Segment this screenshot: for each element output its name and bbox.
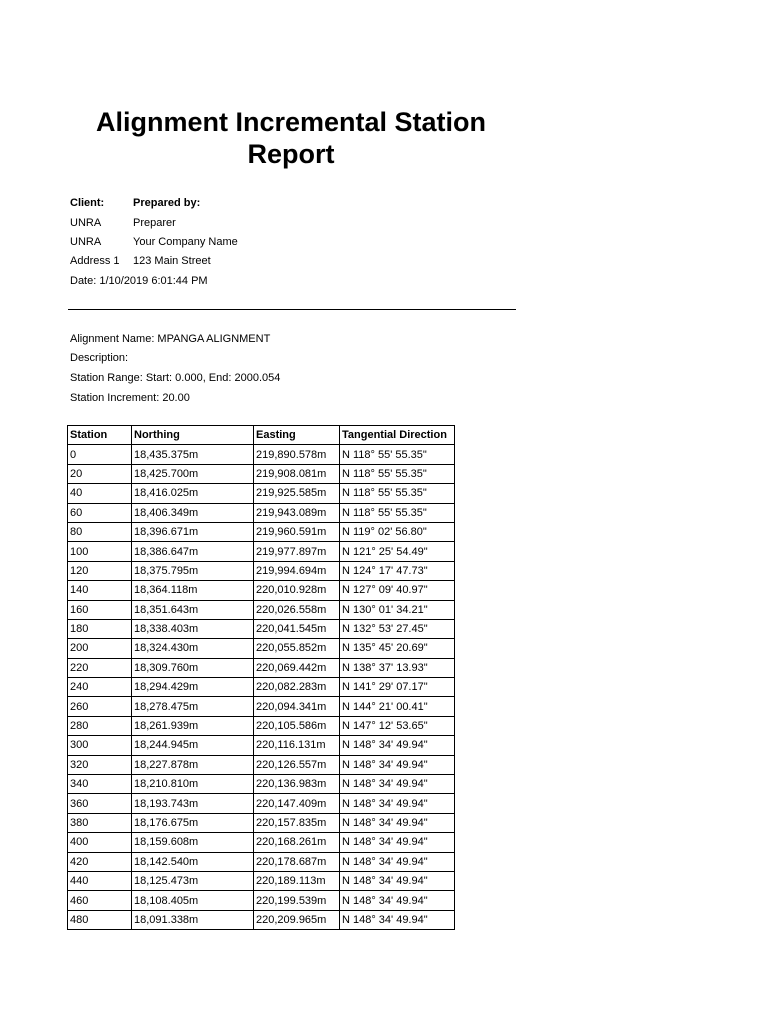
- cell-station: 120: [68, 561, 132, 580]
- cell-easting: 219,890.578m: [254, 445, 340, 464]
- cell-northing: 18,396.671m: [132, 522, 254, 541]
- cell-tangential-direction: N 148° 34' 49.94": [340, 871, 455, 890]
- header-easting: Easting: [254, 426, 340, 445]
- report-title-line1: Alignment Incremental Station: [95, 107, 487, 137]
- cell-northing: 18,294.429m: [132, 678, 254, 697]
- table-row: [68, 464, 455, 483]
- table-row: [68, 833, 455, 852]
- header-row-1: [70, 216, 176, 230]
- cell-tangential-direction: N 121° 25' 54.49": [340, 542, 455, 561]
- cell-northing: 18,091.338m: [132, 910, 254, 929]
- cell-tangential-direction: N 138° 37' 13.93": [340, 658, 455, 677]
- cell-tangential-direction: N 148° 34' 49.94": [340, 910, 455, 929]
- cell-station: 80: [68, 522, 132, 541]
- cell-station: 160: [68, 600, 132, 619]
- cell-tangential-direction: N 148° 34' 49.94": [340, 833, 455, 852]
- cell-northing: 18,416.025m: [132, 484, 254, 503]
- cell-tangential-direction: N 130° 01' 34.21": [340, 600, 455, 619]
- cell-tangential-direction: N 127° 09' 40.97": [340, 581, 455, 600]
- cell-easting: 220,094.341m: [254, 697, 340, 716]
- cell-station: 20: [68, 464, 132, 483]
- station-range: Station Range: Start: 0.000, End: 2000.054: [70, 372, 281, 384]
- table-row: [68, 871, 455, 890]
- cell-easting: 220,157.835m: [254, 813, 340, 832]
- cell-station: 420: [68, 852, 132, 871]
- table-row: [68, 542, 455, 561]
- alignment-name: Alignment Name: MPANGA ALIGNMENT: [70, 333, 271, 345]
- header-divider: [68, 309, 516, 310]
- table-row: [68, 775, 455, 794]
- cell-station: 340: [68, 775, 132, 794]
- cell-tangential-direction: N 132° 53' 27.45": [340, 619, 455, 638]
- cell-station: 460: [68, 891, 132, 910]
- cell-northing: 18,364.118m: [132, 581, 254, 600]
- table-row: [68, 755, 455, 774]
- table-row: [68, 891, 455, 910]
- cell-northing: 18,108.405m: [132, 891, 254, 910]
- cell-easting: 220,116.131m: [254, 736, 340, 755]
- cell-northing: 18,435.375m: [132, 445, 254, 464]
- cell-tangential-direction: N 148° 34' 49.94": [340, 891, 455, 910]
- cell-northing: 18,338.403m: [132, 619, 254, 638]
- cell-northing: 18,227.878m: [132, 755, 254, 774]
- company-name: Your Company Name: [133, 236, 238, 248]
- cell-station: 0: [68, 445, 132, 464]
- cell-station: 360: [68, 794, 132, 813]
- cell-station: 140: [68, 581, 132, 600]
- table-row: [68, 639, 455, 658]
- cell-easting: 220,168.261m: [254, 833, 340, 852]
- header-tangential-direction: Tangential Direction: [340, 426, 455, 445]
- cell-easting: 220,126.557m: [254, 755, 340, 774]
- header-labels-row: [70, 196, 201, 210]
- cell-northing: 18,406.349m: [132, 503, 254, 522]
- header-row-2: [70, 235, 238, 249]
- client-address: Address 1: [70, 255, 120, 267]
- table-row: [68, 910, 455, 929]
- table-row: [68, 561, 455, 580]
- report-title-line2: Report: [247, 139, 335, 169]
- table-row: [68, 445, 455, 464]
- cell-easting: 220,178.687m: [254, 852, 340, 871]
- cell-station: 60: [68, 503, 132, 522]
- cell-station: 220: [68, 658, 132, 677]
- cell-station: 380: [68, 813, 132, 832]
- cell-station: 260: [68, 697, 132, 716]
- client-label: Client:: [70, 197, 105, 209]
- cell-easting: 220,069.442m: [254, 658, 340, 677]
- cell-easting: 220,189.113m: [254, 871, 340, 890]
- cell-northing: 18,375.795m: [132, 561, 254, 580]
- header-row-3: [70, 254, 211, 268]
- table-row: [68, 503, 455, 522]
- cell-tangential-direction: N 141° 29' 07.17": [340, 678, 455, 697]
- cell-easting: 219,908.081m: [254, 464, 340, 483]
- station-table: [67, 425, 455, 930]
- cell-tangential-direction: N 119° 02' 56.80": [340, 522, 455, 541]
- table-body: [68, 445, 455, 930]
- company-address: 123 Main Street: [133, 255, 211, 267]
- cell-easting: 220,082.283m: [254, 678, 340, 697]
- station-increment: Station Increment: 20.00: [70, 392, 190, 404]
- table-row: [68, 736, 455, 755]
- cell-easting: 219,994.694m: [254, 561, 340, 580]
- report-date: Date: 1/10/2019 6:01:44 PM: [70, 275, 208, 287]
- table-header-row: [68, 426, 455, 445]
- cell-easting: 220,010.928m: [254, 581, 340, 600]
- cell-tangential-direction: N 148° 34' 49.94": [340, 775, 455, 794]
- cell-easting: 219,977.897m: [254, 542, 340, 561]
- cell-station: 200: [68, 639, 132, 658]
- cell-tangential-direction: N 124° 17' 47.73": [340, 561, 455, 580]
- cell-easting: 220,041.545m: [254, 619, 340, 638]
- cell-tangential-direction: N 118° 55' 55.35": [340, 464, 455, 483]
- alignment-description: Description:: [70, 352, 129, 364]
- cell-tangential-direction: N 148° 34' 49.94": [340, 736, 455, 755]
- table-row: [68, 619, 455, 638]
- cell-easting: 220,026.558m: [254, 600, 340, 619]
- cell-tangential-direction: N 144° 21' 00.41": [340, 697, 455, 716]
- cell-tangential-direction: N 118° 55' 55.35": [340, 503, 455, 522]
- cell-northing: 18,261.939m: [132, 716, 254, 735]
- table-row: [68, 484, 455, 503]
- cell-northing: 18,324.430m: [132, 639, 254, 658]
- cell-station: 280: [68, 716, 132, 735]
- cell-northing: 18,210.810m: [132, 775, 254, 794]
- cell-easting: 220,136.983m: [254, 775, 340, 794]
- cell-northing: 18,425.700m: [132, 464, 254, 483]
- cell-northing: 18,309.760m: [132, 658, 254, 677]
- cell-station: 40: [68, 484, 132, 503]
- cell-tangential-direction: N 148° 34' 49.94": [340, 813, 455, 832]
- table-row: [68, 658, 455, 677]
- cell-station: 300: [68, 736, 132, 755]
- cell-tangential-direction: N 148° 34' 49.94": [340, 794, 455, 813]
- cell-easting: 219,943.089m: [254, 503, 340, 522]
- table-row: [68, 678, 455, 697]
- table-row: [68, 716, 455, 735]
- cell-station: 180: [68, 619, 132, 638]
- cell-station: 400: [68, 833, 132, 852]
- table-row: [68, 794, 455, 813]
- table-row: [68, 813, 455, 832]
- table-row: [68, 852, 455, 871]
- cell-tangential-direction: N 148° 34' 49.94": [340, 852, 455, 871]
- cell-station: 100: [68, 542, 132, 561]
- cell-tangential-direction: N 148° 34' 49.94": [340, 755, 455, 774]
- cell-tangential-direction: N 118° 55' 55.35": [340, 484, 455, 503]
- cell-easting: 220,147.409m: [254, 794, 340, 813]
- cell-northing: 18,386.647m: [132, 542, 254, 561]
- cell-station: 440: [68, 871, 132, 890]
- cell-tangential-direction: N 147° 12' 53.65": [340, 716, 455, 735]
- cell-northing: 18,193.743m: [132, 794, 254, 813]
- cell-northing: 18,125.473m: [132, 871, 254, 890]
- table-row: [68, 522, 455, 541]
- header-northing: Northing: [132, 426, 254, 445]
- cell-northing: 18,244.945m: [132, 736, 254, 755]
- cell-northing: 18,351.643m: [132, 600, 254, 619]
- header-station: Station: [68, 426, 132, 445]
- cell-northing: 18,176.675m: [132, 813, 254, 832]
- table-row: [68, 600, 455, 619]
- cell-easting: 219,925.585m: [254, 484, 340, 503]
- report-title: [80, 106, 502, 170]
- cell-station: 320: [68, 755, 132, 774]
- cell-easting: 220,105.586m: [254, 716, 340, 735]
- table-row: [68, 697, 455, 716]
- table-row: [68, 581, 455, 600]
- cell-tangential-direction: N 118° 55' 55.35": [340, 445, 455, 464]
- cell-easting: 220,199.539m: [254, 891, 340, 910]
- preparer-name: Preparer: [133, 217, 176, 229]
- prepared-by-label: Prepared by:: [133, 197, 201, 209]
- cell-tangential-direction: N 135° 45' 20.69": [340, 639, 455, 658]
- client-name: UNRA: [70, 217, 102, 229]
- cell-station: 480: [68, 910, 132, 929]
- cell-northing: 18,278.475m: [132, 697, 254, 716]
- cell-easting: 219,960.591m: [254, 522, 340, 541]
- cell-easting: 220,055.852m: [254, 639, 340, 658]
- cell-northing: 18,142.540m: [132, 852, 254, 871]
- client-name-2: UNRA: [70, 236, 102, 248]
- cell-station: 240: [68, 678, 132, 697]
- cell-northing: 18,159.608m: [132, 833, 254, 852]
- cell-easting: 220,209.965m: [254, 910, 340, 929]
